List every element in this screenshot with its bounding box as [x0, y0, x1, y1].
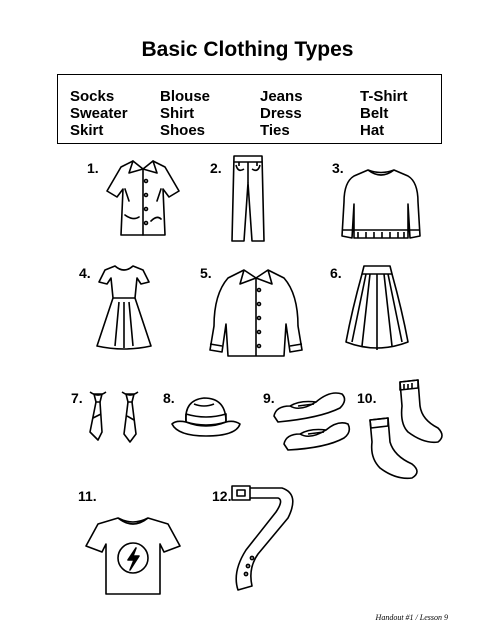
word-bank-word: Shoes	[160, 122, 206, 139]
dress-icon	[93, 262, 155, 352]
item-number: 12.	[212, 488, 232, 504]
ties-icon	[84, 388, 144, 444]
item-number: 11.	[78, 488, 97, 504]
shoes-icon	[270, 386, 352, 456]
item-number: 10.	[357, 390, 377, 406]
item-number: 2.	[210, 160, 222, 176]
word-bank-word: Hat	[360, 122, 385, 139]
item-number: 8.	[163, 390, 175, 406]
item-number: 5.	[200, 265, 212, 281]
shirt-icon	[206, 264, 306, 360]
socks-icon	[366, 376, 448, 482]
skirt-icon	[344, 262, 410, 352]
blouse-icon	[103, 155, 183, 240]
hat-icon	[168, 392, 244, 440]
item-number: 7.	[71, 390, 83, 406]
sweater-icon	[338, 162, 424, 246]
word-bank	[57, 74, 442, 144]
item-number: 1.	[87, 160, 99, 176]
word-bank-word: Socks	[70, 88, 115, 105]
page-title: Basic Clothing Types	[141, 38, 354, 61]
word-bank-word: Dress	[260, 105, 302, 122]
word-bank-word: Skirt	[70, 122, 104, 139]
word-bank-word: Jeans	[260, 88, 303, 105]
item-number: 6.	[330, 265, 342, 281]
word-bank-word: Blouse	[160, 88, 211, 105]
handout-footer: Handout #1 / Lesson 9	[375, 613, 448, 622]
word-bank-word: Sweater	[70, 105, 128, 122]
belt-icon	[228, 482, 306, 594]
jeans-icon	[228, 153, 268, 245]
word-bank-word: Ties	[260, 122, 290, 139]
item-number: 4.	[79, 265, 91, 281]
item-number: 3.	[332, 160, 344, 176]
item-number: 9.	[263, 390, 275, 406]
word-bank-word: T-Shirt	[360, 88, 408, 105]
word-bank-word: Shirt	[160, 105, 195, 122]
t-shirt-icon	[82, 514, 184, 598]
word-bank-word: Belt	[360, 105, 389, 122]
